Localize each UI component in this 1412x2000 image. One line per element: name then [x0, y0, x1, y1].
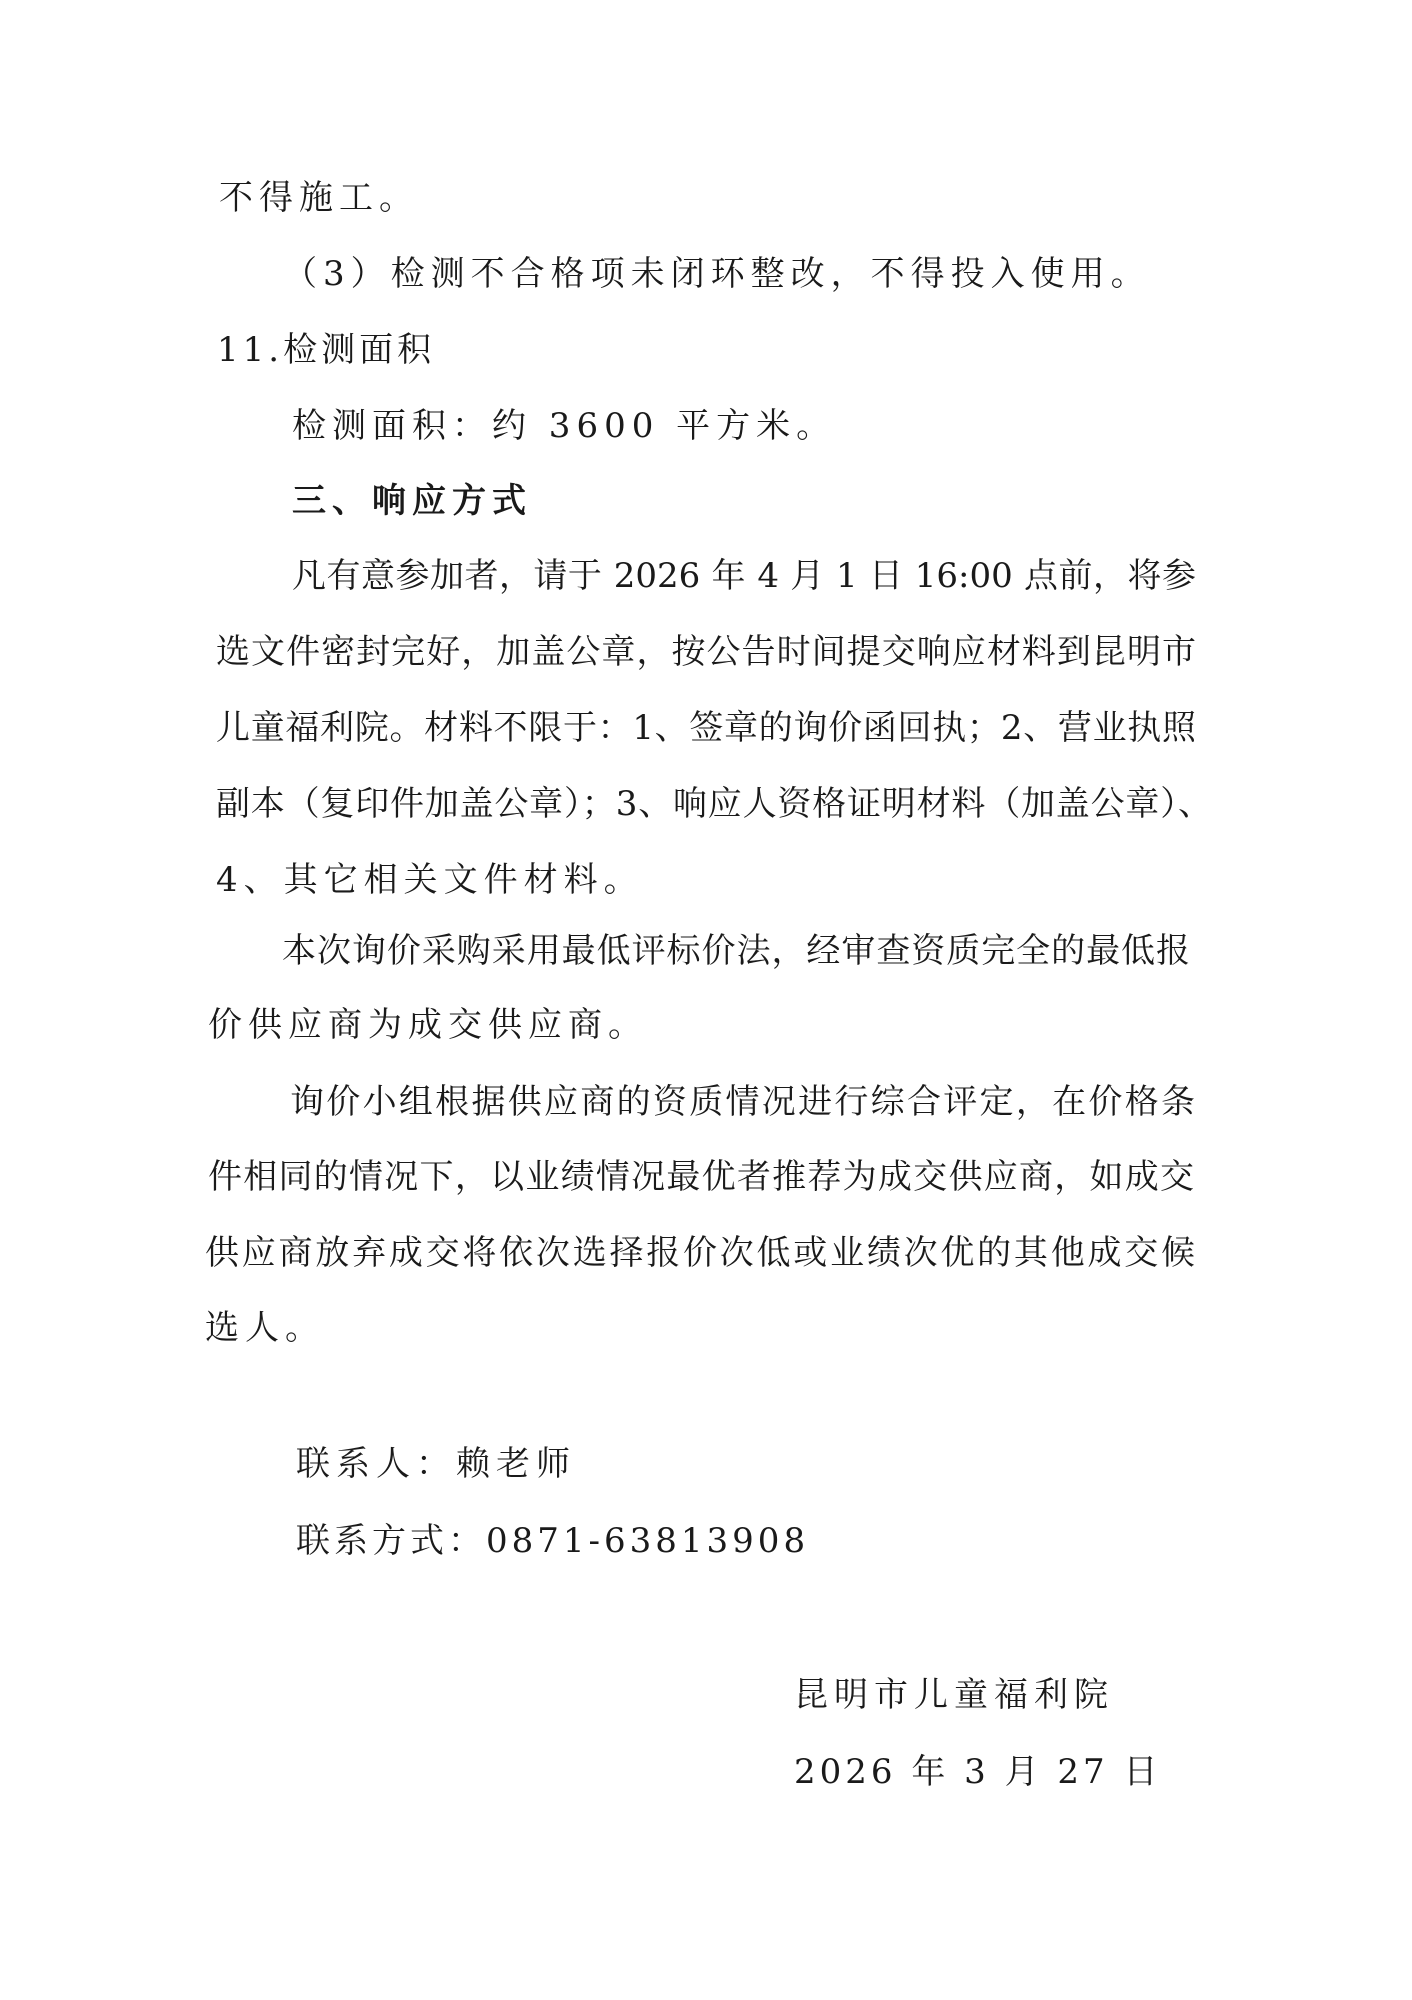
- item-3-line: （3）检测不合格项未闭环整改，不得投入使用。: [283, 254, 1151, 294]
- section-11-title: 11.检测面积: [217, 330, 436, 370]
- section-3-title: 三、响应方式: [292, 481, 532, 521]
- signature-org: 昆明市儿童福利院: [794, 1675, 1114, 1715]
- section-11-body: 检测面积：约 3600 平方米。: [292, 406, 837, 446]
- para3-line: 件相同的情况下，以业绩情况最优者推荐为成交供应商，如成交: [208, 1157, 1194, 1197]
- para3-line: 供应商放弃成交将依次选择报价次低或业绩次优的其他成交候: [205, 1233, 1195, 1273]
- para2-line: 本次询价采购采用最低评标价法，经审查资质完全的最低报: [282, 931, 1190, 971]
- para1-line: 凡有意参加者，请于 2026 年 4 月 1 日 16:00 点前，将参: [292, 556, 1196, 596]
- continuation-line: 不得施工。: [219, 178, 419, 218]
- contact-phone: 联系方式：0871-63813908: [296, 1521, 810, 1561]
- para1-line: 副本（复印件加盖公章）；3、响应人资格证明材料（加盖公章）、: [216, 784, 1212, 824]
- signature-date: 2026 年 3 月 27 日: [794, 1752, 1162, 1792]
- contact-person: 联系人：赖老师: [296, 1444, 576, 1484]
- para3-line: 询价小组根据供应商的资质情况进行综合评定，在价格条: [290, 1082, 1195, 1122]
- para1-line: 4、其它相关文件材料。: [216, 860, 644, 900]
- para1-line: 选文件密封完好，加盖公章，按公告时间提交响应材料到昆明市: [216, 632, 1196, 672]
- para3-line: 选人。: [205, 1308, 325, 1348]
- para1-line: 儿童福利院。材料不限于：1、签章的询价函回执；2、营业执照: [216, 708, 1196, 748]
- para2-line: 价供应商为成交供应商。: [208, 1005, 648, 1045]
